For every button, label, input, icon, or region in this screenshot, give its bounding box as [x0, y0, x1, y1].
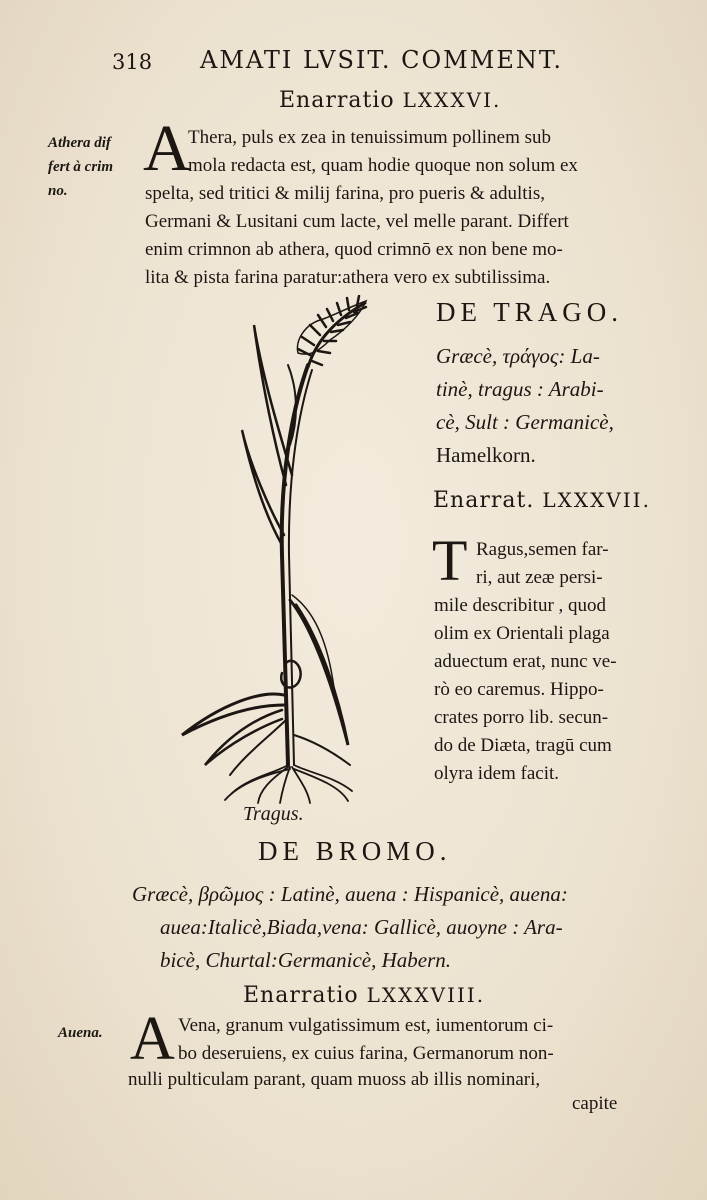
section1-margin-note [48, 131, 113, 203]
text-line: nulli pulticulam parant, quam muoss ab illis nominari, [128, 1069, 541, 1090]
section2-para-top [476, 536, 644, 592]
section2-title: DE TRAGO. [436, 297, 624, 327]
section3-para-top [178, 1012, 638, 1068]
text-line: Germani & Lusitani cum lacte, vel melle parant. Differt [145, 211, 569, 232]
names-line: tinè, tragus : Arabi- [436, 377, 604, 401]
section3-heading-number: LXXXVIII. [366, 983, 486, 1007]
section1-para-body [145, 180, 640, 292]
section3-heading-word: Enarratio [243, 983, 359, 1008]
section3-title: DE BROMO. [258, 836, 452, 866]
names-line: Hamelkorn. [436, 443, 536, 467]
section3-para-body [128, 1066, 640, 1094]
names-line: cè, Sult : Germanicè, [436, 410, 614, 434]
text-line: spelta, sed tritici & milij farina, pro pueris & adultis, [145, 183, 545, 204]
names-line: Græcè, βρῶμος : Latinè, auena : Hispanicè, auena: [132, 882, 568, 906]
margin-note-line: fert à crim [48, 159, 113, 175]
text-line: aduectum erat, nunc ve- [434, 651, 617, 672]
section1-dropcap: A [143, 112, 191, 185]
section3-names [132, 878, 642, 977]
page-number: 318 [112, 50, 153, 74]
text-line: ri, aut zeæ persi- [476, 567, 603, 588]
figure-caption: Tragus. [243, 803, 304, 825]
margin-note-line: no. [48, 183, 68, 199]
text-line: Ragus,semen far- [476, 539, 609, 560]
section2-heading-word: Enarrat. [433, 488, 535, 513]
text-line: olim ex Orientali plaga [434, 623, 610, 644]
section3-margin-note: Auena. [58, 1025, 103, 1041]
text-line: enim crimnon ab athera, quod crimnō ex non bene mo- [145, 239, 563, 260]
catchword: capite [572, 1093, 618, 1114]
section2-para-body [434, 592, 646, 788]
names-line: Græcè, τράγος: La- [436, 344, 600, 368]
section1-heading-number: LXXXVI. [402, 88, 502, 112]
section3-heading [243, 983, 485, 1008]
text-line: crates porro lib. secun- [434, 707, 609, 728]
section2-dropcap: T [432, 528, 468, 593]
tragus-woodcut-illustration [170, 295, 385, 805]
text-line: rò eo caremus. Hippo- [434, 679, 604, 700]
section1-heading [279, 88, 501, 113]
names-line: auea:Italicè,Biada,vena: Gallicè, auoyne : Ara- [160, 915, 563, 939]
text-line: olyra idem facit. [434, 763, 560, 784]
section1-heading-word: Enarratio [279, 88, 395, 113]
text-line: lita & pista farina paratur:athera vero ex subtilissima. [145, 267, 551, 288]
names-line: bicè, Churtal:Germanicè, Habern. [160, 948, 452, 972]
text-line: Thera, puls ex zea in tenuissimum pollinem sub [188, 127, 552, 148]
section2-heading-number: LXXXVII. [542, 488, 651, 512]
text-line: mile describitur , quod [434, 595, 607, 616]
text-line: do de Diæta, tragū cum [434, 735, 612, 756]
section2-names [436, 340, 614, 472]
margin-note-line: Athera dif [48, 135, 111, 151]
section3-dropcap: A [130, 1005, 175, 1073]
running-title: AMATI LVSIT. COMMENT. [200, 46, 563, 74]
text-line: Vena, granum vulgatissimum est, iumentorum ci- [178, 1015, 554, 1036]
text-line: bo deseruiens, ex cuius farina, Germanorum non- [178, 1043, 554, 1064]
section2-heading [433, 488, 651, 513]
section1-para-top [188, 124, 638, 180]
text-line: mola redacta est, quam hodie quoque non solum ex [188, 155, 578, 176]
